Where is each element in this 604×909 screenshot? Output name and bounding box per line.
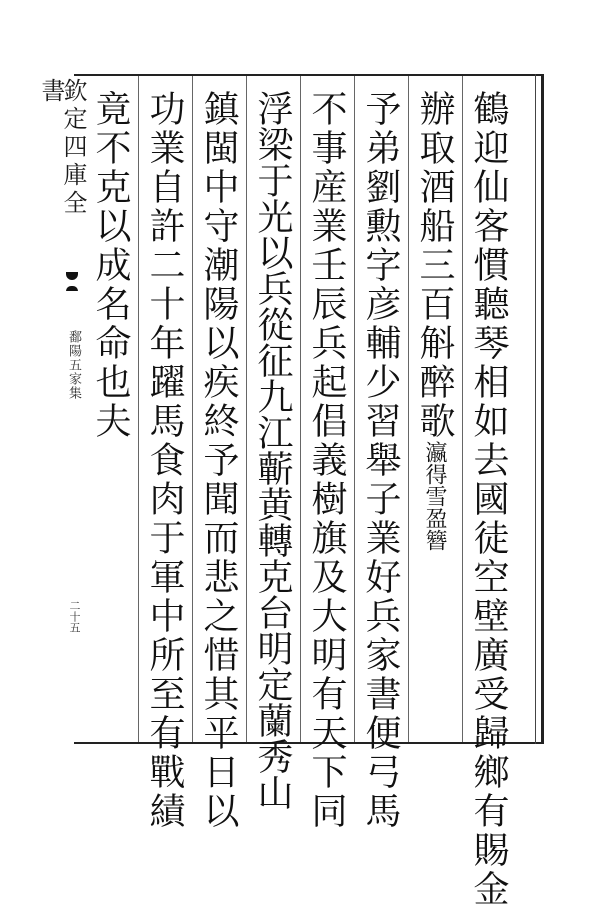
margin-book-title: 鄱陽五家集 — [66, 330, 81, 400]
text-column-1: 鶴迎仙客慣聽琴相如去國徒空壁廣受歸鄉有賜金 — [468, 90, 509, 909]
text-column-4: 不事産業壬辰兵起倡義樹旗及大明有天下同 — [306, 90, 347, 831]
frame-top-rule — [74, 74, 544, 76]
column-rule — [462, 76, 463, 742]
column-rule — [192, 76, 193, 742]
column-rule — [300, 76, 301, 742]
text-column-2 — [414, 90, 454, 551]
column-rule — [138, 76, 139, 742]
text-column-3: 予弟劉勲字彦輔少習舉子業好兵家書便弓馬 — [360, 90, 401, 831]
fishtail-mark-icon — [66, 272, 78, 280]
running-head-cut: 欽定四庫全書 — [37, 78, 87, 218]
column-rule — [246, 76, 247, 742]
text-column-8: 竟不克以成名命也夫 — [90, 90, 131, 441]
frame-inner-right-border — [535, 74, 536, 744]
margin-folio-number: 二十五 — [68, 600, 81, 633]
text-column-2-main: 辦取酒船三百斛醉歌 — [414, 90, 455, 441]
text-column-6: 鎮閩中守潮陽以疾終予聞而悲之惜其平日以 — [198, 90, 239, 831]
text-column-2-small: 瀛得雪盈簪 — [422, 441, 447, 551]
column-rule — [408, 76, 409, 742]
text-column-7: 功業自許二十年躍馬食肉于軍中所至有戰績 — [144, 90, 185, 831]
frame-right-border — [541, 74, 544, 744]
fishtail-mark-lower-icon — [66, 286, 78, 291]
text-column-5: 浮梁于光以兵從征九江蘄黄轉克台明定蘭秀山 — [252, 90, 293, 810]
column-rule — [354, 76, 355, 742]
